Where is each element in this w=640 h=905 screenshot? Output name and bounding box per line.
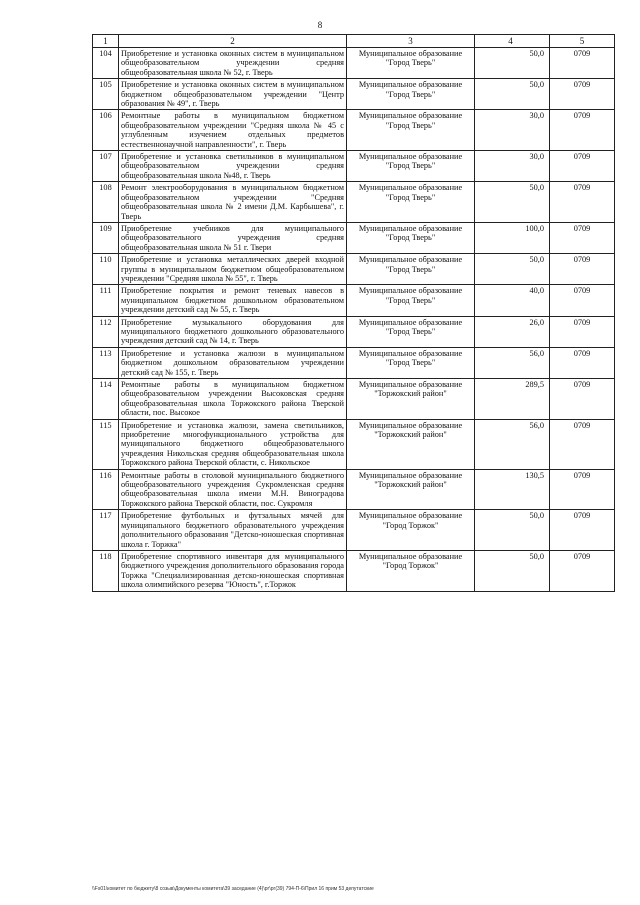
amount-cell: 50,0 (475, 182, 550, 223)
column-header-4: 4 (475, 35, 550, 48)
amount-cell: 289,5 (475, 379, 550, 420)
table-row (93, 347, 615, 378)
table-row (93, 469, 615, 510)
amount-cell: 40,0 (475, 285, 550, 316)
recipient-cell: Муниципальное образование "Город Тверь" (347, 110, 475, 151)
table-row (93, 285, 615, 316)
code-cell: 0709 (550, 182, 615, 223)
amount-cell: 50,0 (475, 79, 550, 110)
description-cell: Приобретение и установка оконных систем в муниципальном общеобразовательном учреждении средняя общеобразовательная школа № 52, г. Тверь (119, 48, 347, 79)
row-number-cell: 104 (93, 48, 119, 79)
table-row (93, 379, 615, 420)
description-cell: Приобретение спортивного инвентаря для муниципального бюджетного учреждения дополнительного образования города Торжка "Специализированная детско-юношеская спортивная школа олимпийского резерва "Юность", г.Торжок (119, 550, 347, 591)
code-cell: 0709 (550, 419, 615, 469)
description-cell: Приобретение и установка металлических дверей входной группы в муниципальном бюджетном общеобразовательном учреждении "Средняя школа № 55", г. Тверь (119, 254, 347, 285)
column-header-1: 1 (93, 35, 119, 48)
code-cell: 0709 (550, 254, 615, 285)
description-cell: Приобретение музыкального оборудования для муниципального бюджетного дошкольного образовательного учреждения детский сад № 14, г. Тверь (119, 316, 347, 347)
table-row (93, 110, 615, 151)
table-row (93, 79, 615, 110)
description-cell: Приобретение и установка оконных систем в муниципальном бюджетном общеобразовательном учреждении "Центр образования № 49", г. Тверь (119, 79, 347, 110)
amount-cell: 56,0 (475, 347, 550, 378)
row-number-cell: 115 (93, 419, 119, 469)
table-row (93, 48, 615, 79)
row-number-cell: 110 (93, 254, 119, 285)
code-cell: 0709 (550, 316, 615, 347)
row-number-cell: 112 (93, 316, 119, 347)
table-row (93, 151, 615, 182)
amount-cell: 30,0 (475, 151, 550, 182)
amount-cell: 100,0 (475, 222, 550, 253)
table-body (93, 48, 615, 592)
code-cell: 0709 (550, 379, 615, 420)
description-cell: Приобретение покрытия и ремонт теневых навесов в муниципальном бюджетном дошкольном образовательном учреждении детский сад № 55, г. Тверь (119, 285, 347, 316)
recipient-cell: Муниципальное образование "Торжокский район" (347, 469, 475, 510)
amount-cell: 50,0 (475, 254, 550, 285)
page-number: 8 (317, 20, 323, 30)
recipient-cell: Муниципальное образование "Город Тверь" (347, 79, 475, 110)
code-cell: 0709 (550, 285, 615, 316)
row-number-cell: 114 (93, 379, 119, 420)
file-path-footer: \\Fs01\комитет по бюджету\8 созыв\Документы комитета\39 заседание (4)\рг\рг(39) 794-П-6\Прил 16 прим 53 депутатские (92, 886, 374, 892)
row-number-cell: 117 (93, 510, 119, 551)
amount-cell: 30,0 (475, 110, 550, 151)
code-cell: 0709 (550, 110, 615, 151)
recipient-cell: Муниципальное образование "Город Тверь" (347, 222, 475, 253)
table-row (93, 254, 615, 285)
row-number-cell: 111 (93, 285, 119, 316)
recipient-cell: Муниципальное образование "Город Тверь" (347, 254, 475, 285)
description-cell: Приобретение и установка светильников в муниципальном общеобразовательном учреждении средняя общеобразовательная школа №48, г. Тверь (119, 151, 347, 182)
recipient-cell: Муниципальное образование "Торжокский район" (347, 379, 475, 420)
description-cell: Ремонт электрооборудования в муниципальном бюджетном общеобразовательном учреждении "Средняя общеобразовательная школа № 2 имени Д.М. Карбышева", г. Тверь (119, 182, 347, 223)
recipient-cell: Муниципальное образование "Город Тверь" (347, 285, 475, 316)
column-header-3: 3 (347, 35, 475, 48)
recipient-cell: Муниципальное образование "Город Тверь" (347, 48, 475, 79)
code-cell: 0709 (550, 48, 615, 79)
description-cell: Приобретение футбольных и футзальных мячей для муниципального бюджетного образовательного учреждения дополнительного образования "Детско-юношеская спортивная школа г. Торжка" (119, 510, 347, 551)
description-cell: Ремонтные работы в муниципальном бюджетном общеобразовательном учреждении Высоковская средняя общеобразовательная школа Торжокского района Тверской области, пос. Высокое (119, 379, 347, 420)
table-row (93, 316, 615, 347)
code-cell: 0709 (550, 510, 615, 551)
row-number-cell: 105 (93, 79, 119, 110)
table-header-row (93, 35, 615, 48)
column-header-2: 2 (119, 35, 347, 48)
code-cell: 0709 (550, 550, 615, 591)
table-row (93, 550, 615, 591)
amount-cell: 26,0 (475, 316, 550, 347)
table-row (93, 222, 615, 253)
amount-cell: 50,0 (475, 48, 550, 79)
recipient-cell: Муниципальное образование "Торжокский район" (347, 419, 475, 469)
row-number-cell: 118 (93, 550, 119, 591)
row-number-cell: 109 (93, 222, 119, 253)
recipient-cell: Муниципальное образование "Город Тверь" (347, 182, 475, 223)
subsidy-table (92, 34, 615, 592)
row-number-cell: 106 (93, 110, 119, 151)
description-cell: Ремонтные работы в муниципальном бюджетном общеобразовательном учреждении "Средняя школа № 45 с углубленным изучением отдельных предметов естественнонаучной направленности", г. Тверь (119, 110, 347, 151)
description-cell: Приобретение и установка жалюзи в муниципальном бюджетном дошкольном образовательном учреждении детский сад № 155, г. Тверь (119, 347, 347, 378)
code-cell: 0709 (550, 469, 615, 510)
row-number-cell: 107 (93, 151, 119, 182)
table-row (93, 419, 615, 469)
table-row (93, 182, 615, 223)
code-cell: 0709 (550, 347, 615, 378)
description-cell: Приобретение и установка жалюзи, замена светильников, приобретение многофункционального устройства для муниципального бюджетного общеобразовательного учреждения Никольская средняя общеобразовательная школа Торжокского района Тверской области, с. Никольское (119, 419, 347, 469)
row-number-cell: 113 (93, 347, 119, 378)
column-header-5: 5 (550, 35, 615, 48)
description-cell: Ремонтные работы в столовой муниципального бюджетного общеобразовательного учреждения Сукромленская средняя общеобразовательная школа имени М.Н. Виноградова Торжокского района Тверской области, пос. Сукромля (119, 469, 347, 510)
amount-cell: 130,5 (475, 469, 550, 510)
amount-cell: 50,0 (475, 550, 550, 591)
recipient-cell: Муниципальное образование "Город Тверь" (347, 316, 475, 347)
code-cell: 0709 (550, 79, 615, 110)
recipient-cell: Муниципальное образование "Город Тверь" (347, 347, 475, 378)
row-number-cell: 116 (93, 469, 119, 510)
description-cell: Приобретение учебников для муниципального общеобразовательного учреждения средняя общеобразовательная школа № 51 г. Твери (119, 222, 347, 253)
amount-cell: 50,0 (475, 510, 550, 551)
amount-cell: 56,0 (475, 419, 550, 469)
recipient-cell: Муниципальное образование "Город Тверь" (347, 151, 475, 182)
code-cell: 0709 (550, 151, 615, 182)
recipient-cell: Муниципальное образование "Город Торжок" (347, 550, 475, 591)
recipient-cell: Муниципальное образование "Город Торжок" (347, 510, 475, 551)
code-cell: 0709 (550, 222, 615, 253)
table-row (93, 510, 615, 551)
row-number-cell: 108 (93, 182, 119, 223)
